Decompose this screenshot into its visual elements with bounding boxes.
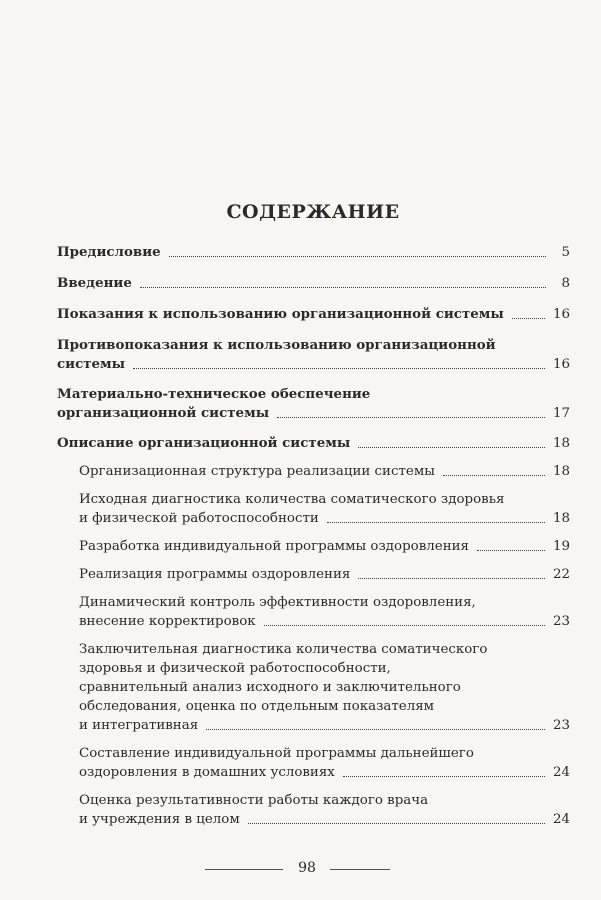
dot-leader (327, 522, 545, 523)
toc-entry-contraindications[interactable] (57, 336, 570, 374)
toc-page-number: 24 (552, 765, 570, 780)
dot-leader (358, 578, 545, 579)
dot-leader (206, 729, 545, 730)
dot-leader (477, 550, 545, 551)
toc-entry-label-line: и физической работоспособности (79, 511, 319, 526)
toc-entry-label: Показания к использованию организационной системы (57, 306, 504, 322)
toc-entry-label-line: системы (57, 356, 126, 372)
toc-entry-label-line: Материально-техническое обеспечение (57, 386, 371, 402)
toc-subentry-final-diagnostics[interactable] (57, 640, 570, 735)
dot-leader (512, 318, 545, 319)
toc-entry-preface[interactable] (57, 243, 570, 262)
dot-leader (133, 368, 545, 369)
footer-rule-right (330, 869, 390, 870)
toc-entry-label-line: сравнительный анализ исходного и заключительного (79, 680, 461, 695)
toc-page-number: 18 (552, 436, 570, 451)
toc-entry-label-line: и учреждения в целом (79, 812, 240, 827)
dot-leader (343, 776, 545, 777)
toc-subentry-dynamic-control[interactable] (57, 593, 570, 631)
toc-page-number: 17 (552, 406, 570, 421)
toc-page-number: 16 (552, 307, 570, 322)
dot-leader (169, 256, 546, 257)
toc-page-number: 8 (561, 276, 570, 291)
toc-entry-material-support[interactable] (57, 385, 570, 423)
dot-leader (248, 823, 545, 824)
dot-leader (264, 625, 545, 626)
toc-entry-label-line: организационной системы (57, 405, 270, 421)
toc-entry-label: Введение (57, 275, 132, 291)
toc-page-number: 18 (552, 464, 570, 479)
page-footer (200, 860, 400, 880)
toc-entry-system-description[interactable] (57, 434, 570, 453)
toc-page-number: 19 (552, 539, 570, 554)
toc-entry-label: Описание организационной системы (57, 435, 351, 451)
table-of-contents (57, 243, 570, 829)
toc-subentry-home-program[interactable] (57, 744, 570, 782)
toc-entry-label-line: обследования, оценка по отдельным показателям (79, 699, 435, 714)
toc-entry-label: Разработка индивидуальной программы оздоровления (79, 539, 469, 554)
toc-page-number: 23 (552, 614, 570, 629)
toc-entry-label-line: Заключительная диагностика количества соматического (79, 642, 488, 657)
toc-page-number: 18 (552, 511, 570, 526)
toc-entry-label: Организационная структура реализации системы (79, 464, 435, 479)
toc-entry-label-line: оздоровления в домашних условиях (79, 765, 335, 780)
toc-title: СОДЕРЖАНИЕ (226, 201, 400, 223)
dot-leader (358, 447, 545, 448)
toc-subentry-effectiveness-evaluation[interactable] (57, 791, 570, 829)
toc-page-number: 24 (552, 812, 570, 827)
toc-entry-label: Реализация программы оздоровления (79, 567, 351, 582)
toc-subentry-initial-diagnostics[interactable] (57, 490, 570, 528)
toc-subentry-program-implementation[interactable] (57, 565, 570, 584)
dot-leader (277, 417, 545, 418)
toc-entry-label-line: Составление индивидуальной программы дальнейшего (79, 746, 474, 761)
toc-page-number: 22 (552, 567, 570, 582)
toc-entry-label-line: Противопоказания к использованию организационной (57, 337, 496, 353)
toc-entry-label-line: и интегративная (79, 718, 199, 733)
toc-entry-introduction[interactable] (57, 274, 570, 293)
toc-page-number: 16 (552, 357, 570, 372)
toc-entry-label-line: внесение корректировок (79, 614, 256, 629)
toc-entry-label-line: Исходная диагностика количества соматического здоровья (79, 492, 505, 507)
page-number: 98 (298, 860, 316, 876)
toc-entry-label-line: здоровья и физической работоспособности, (79, 661, 391, 676)
toc-entry-label: Предисловие (57, 244, 161, 260)
footer-rule-left (205, 869, 283, 870)
toc-subentry-program-development[interactable] (57, 537, 570, 556)
toc-entry-label-line: Оценка результативности работы каждого врача (79, 793, 429, 808)
toc-entry-label-line: Динамический контроль эффективности оздоровления, (79, 595, 476, 610)
toc-page-number: 23 (552, 718, 570, 733)
toc-entry-indications[interactable] (57, 305, 570, 324)
toc-subentry-org-structure[interactable] (57, 462, 570, 481)
dot-leader (140, 287, 546, 288)
toc-page-number: 5 (561, 245, 570, 260)
dot-leader (443, 475, 545, 476)
